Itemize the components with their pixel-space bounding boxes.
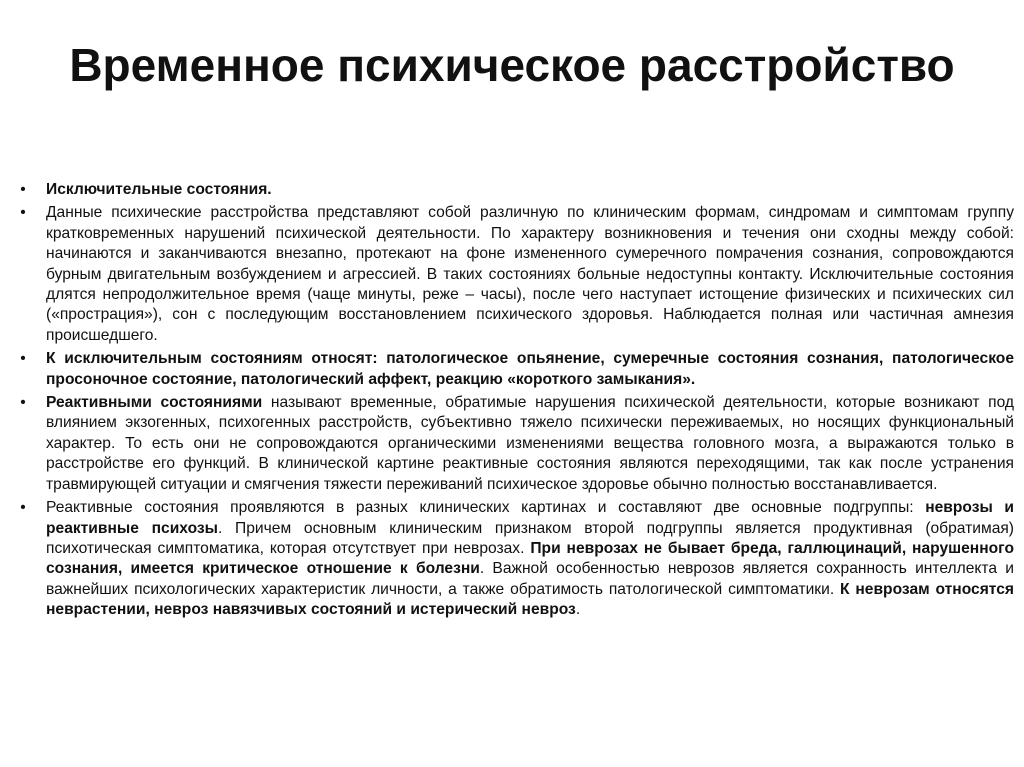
slide-title: Временное психическое расстройство (69, 39, 955, 91)
bullet-text-bold: Реактивными состояниями (46, 394, 263, 412)
bullet-icon: • (20, 204, 26, 222)
bullet-text-bold: При неврозах не бывает бреда, галлюцинаций, нарушенного сознания, имеется критическое отношение к болезни (46, 539, 1014, 578)
bullet-text-bold: К неврозам относятся неврастении, невроз навязчивых состояний и истерический невроз (46, 580, 1014, 619)
bullet-text: Данные психические расстройства представляют собой различную по клиническим формам, синдромам и симптомам группу кратковременных нарушений психической деятельности. По характеру возникновения и течения они сходны между собой: начинаются и заканчиваются внезапно, протекают на фоне измененного сумеречного помрачения сознания, сопровождаются бурным двигательным возбуждением и агрессией. В таких состояниях больные недоступны контакту. Исключительные состояния длятся непродолжительное время (чаще минуты, реже – часы), после чего наступает истощение физических и психических сил («прострация»), сон с последующим восстановлением психического здоровья. Наблюдается полная или частичная амнезия происшедшего. (46, 204, 1014, 344)
bullet-item (14, 498, 1014, 620)
bullet-text: называют временные, обратимые нарушения психической деятельности, которые возникают под влиянием экзогенных, психогенных расстройств, субъективно тяжело психически переживаемых, но носящих функциональный характер. То есть они не сопровождаются органическими изменениями вещества головного мозга, а выражаются только в расстройстве его функций. В клинической картине реактивные состояния являются переходящими, так как после устранения травмирующей ситуации и смягчения тяжести переживаний психическое здоровье обычно полностью восстанавливается. (46, 394, 1015, 493)
bullet-list (14, 180, 1014, 624)
bullet-text: Реактивные состояния проявляются в разных клинических картинах и составляют две основные подгруппы: (46, 499, 926, 517)
bullet-item (14, 203, 1014, 346)
bullet-text-bold: К исключительным состояниям относят: патологическое опьянение, сумеречные состояния сознания, патологическое просоночное состояние, патологический аффект, реакцию «короткого замыкания». (46, 350, 1014, 388)
bullet-icon: • (20, 394, 26, 412)
bullet-item (14, 180, 1014, 200)
bullet-icon: • (20, 350, 26, 368)
bullet-text-bold: неврозы и реактивные психозы (46, 499, 1014, 537)
bullet-text-bold: Исключительные состояния. (46, 181, 272, 198)
bullet-icon: • (20, 499, 26, 517)
bullet-text: . Причем основным клиническим признаком второй подгруппы является продуктивная (обратимая) психотическая симптоматика, которая отсутствует при неврозах. (46, 519, 1015, 557)
bullet-text: . (575, 601, 581, 619)
bullet-text: . Важной особенностью неврозов является сохранность интеллекта и важнейших психологических характеристик личности, а также обратимость патологической симптоматики. (46, 560, 1014, 598)
bullet-item (14, 349, 1014, 390)
bullet-icon: • (20, 181, 26, 198)
bullet-item (14, 393, 1014, 495)
